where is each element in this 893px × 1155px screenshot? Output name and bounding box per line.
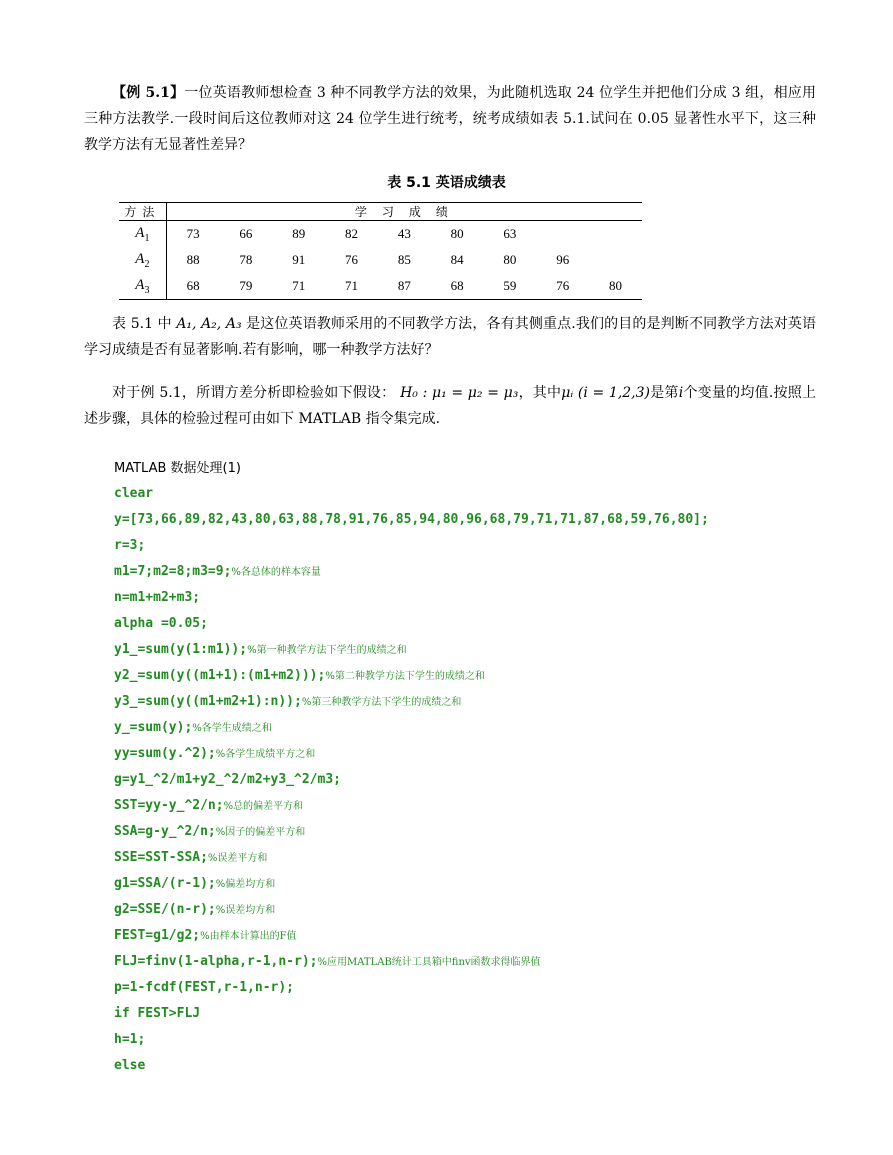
example-text: 一位英语教师想检查 3 种不同教学方法的效果，为此随机选取 24 位学生并把他们分成 3 组，相应用三种方法教学.一段时间后这位教师对这 24 位学生进行统考，统考成绩如表 5.1.试问在 0.05 显著性水平下，这三种教学方法有无显著性差异？: [84, 85, 817, 153]
code-line: [114, 975, 709, 1001]
code-text: if FEST>FLJ: [114, 1006, 201, 1021]
method-name: A: [135, 224, 145, 241]
score-cell: 73: [186, 226, 200, 241]
para3-prefix: 对于例 5.1，所谓方差分析即检验如下假设：: [112, 385, 396, 401]
hypothesis-math: H₀ : μ₁ = μ₂ = μ₃: [400, 385, 519, 401]
code-line: [114, 819, 709, 845]
code-comment: %偏差均方和: [215, 879, 276, 890]
score-cell: 43: [397, 226, 411, 241]
code-text: n=m1+m2+m3;: [114, 590, 201, 605]
score-cell: 66: [239, 226, 253, 241]
score-cell: 80: [450, 226, 464, 241]
code-text: else: [114, 1058, 146, 1073]
code-text: yy=sum(y.^2);: [114, 746, 216, 761]
code-text: p=1-fcdf(FEST,r-1,n-r);: [114, 980, 295, 995]
paragraph-methods: [84, 311, 816, 363]
code-title: MATLAB 数据处理(1): [114, 461, 241, 476]
score-cell: 68: [431, 273, 484, 300]
code-line: [114, 637, 709, 663]
score-cell: [536, 221, 589, 248]
code-comment: %误差均方和: [215, 905, 276, 916]
code-line: [114, 1001, 709, 1027]
method-subscript: 3: [144, 284, 150, 296]
code-line: [114, 481, 709, 507]
code-text: SSA=g-y_^2/n;: [114, 824, 216, 839]
code-line: [114, 715, 709, 741]
code-comment: %因子的偏差平方和: [215, 827, 306, 838]
code-line: [114, 507, 709, 533]
code-text: m1=7;m2=8;m3=9;: [114, 564, 232, 579]
para2-suffix: 是这位英语教师采用的不同教学方法，各有其侧重点.我们的目的是判断不同教学方法对英语学习成绩是否有显著影响.若有影响，哪一种教学方法好？: [84, 316, 817, 358]
score-cell: 80: [503, 252, 517, 267]
method-label: [119, 221, 166, 248]
code-line: [114, 741, 709, 767]
code-text: g1=SSA/(r-1);: [114, 876, 216, 891]
score-cell: 88: [186, 252, 200, 267]
code-text: h=1;: [114, 1032, 146, 1047]
code-comment: %由样本计算出的F值: [200, 931, 297, 942]
methods-math: A₁, A₂, A₃: [176, 316, 242, 332]
code-comment: %误差平方和: [207, 853, 268, 864]
score-cell: 59: [484, 273, 537, 300]
code-text: r=3;: [114, 538, 146, 553]
code-text: clear: [114, 486, 154, 501]
score-cell: 63: [503, 226, 517, 241]
score-cell: 84: [450, 252, 464, 267]
table-row: [119, 273, 642, 300]
score-cell: 68: [166, 273, 219, 300]
code-block: [114, 481, 709, 1079]
para3-suffix: 个变量的均值.按照上述步骤，具体的检验过程可由如下 MATLAB 指令集完成.: [84, 385, 816, 427]
score-cell: 78: [239, 252, 253, 267]
header-method: 方法: [119, 203, 166, 221]
code-line: [114, 793, 709, 819]
para3-mid: ，其中: [518, 385, 562, 401]
code-comment: %第三种教学方法下学生的成绩之和: [301, 697, 462, 708]
method-name: A: [135, 250, 145, 267]
code-line: [114, 949, 709, 975]
table-row: [119, 221, 642, 248]
code-comment: %各学生成绩之和: [192, 723, 272, 734]
mu-math: μᵢ (i = 1,2,3): [561, 385, 651, 401]
table-caption: 表 5.1 英语成绩表: [387, 175, 506, 191]
i-math: i: [678, 385, 684, 401]
example-paragraph: [84, 80, 816, 158]
code-line: [114, 767, 709, 793]
code-text: SST=yy-y_^2/n;: [114, 798, 224, 813]
code-line: [114, 663, 709, 689]
code-text: y2_=sum(y((m1+1):(m1+m2)));: [114, 668, 326, 683]
method-subscript: 2: [144, 258, 150, 270]
score-cell: 76: [536, 273, 589, 300]
score-cell: [589, 247, 642, 273]
score-cell: 85: [397, 252, 411, 267]
code-comment: %各学生成绩平方之和: [215, 749, 316, 760]
code-text: FLJ=finv(1-alpha,r-1,n-r);: [114, 954, 318, 969]
code-comment: %第一种教学方法下学生的成绩之和: [247, 645, 407, 656]
para2-prefix: 表 5.1 中: [112, 316, 172, 332]
paragraph-hypothesis: [84, 380, 816, 432]
code-line: [114, 1053, 709, 1079]
header-scores: 学 习 成 绩: [166, 203, 642, 221]
code-line: [114, 559, 709, 585]
code-comment: %应用MATLAB统计工具箱中finv函数求得临界值: [317, 957, 541, 968]
code-text: g2=SSE/(n-r);: [114, 902, 216, 917]
code-text: y_=sum(y);: [114, 720, 193, 735]
score-cell: 71: [272, 273, 325, 300]
method-label: [119, 247, 166, 273]
score-table: [119, 202, 642, 300]
score-cell: 87: [378, 273, 431, 300]
code-line: [114, 845, 709, 871]
score-cell: [589, 221, 642, 248]
score-cell: 82: [345, 226, 359, 241]
code-line: [114, 1027, 709, 1053]
score-cell: 71: [325, 273, 378, 300]
score-cell: 76: [345, 252, 359, 267]
code-text: FEST=g1/g2;: [114, 928, 201, 943]
score-cell: 91: [292, 252, 306, 267]
code-line: [114, 923, 709, 949]
method-label: [119, 273, 166, 300]
code-text: y=[73,66,89,82,43,80,63,88,78,91,76,85,94,80,96,68,79,71,71,87,68,59,76,80];: [114, 512, 709, 527]
code-comment: %总的偏差平方和: [223, 801, 304, 812]
score-cell: 89: [292, 226, 306, 241]
score-cell: 80: [589, 273, 642, 300]
code-text: y3_=sum(y((m1+m2+1):n));: [114, 694, 302, 709]
code-line: [114, 689, 709, 715]
code-text: SSE=SST-SSA;: [114, 850, 208, 865]
code-text: y1_=sum(y(1:m1));: [114, 642, 248, 657]
score-cell: 96: [556, 252, 570, 267]
method-name: A: [135, 276, 145, 293]
table-row: [119, 247, 642, 273]
code-comment: %第二种教学方法下学生的成绩之和: [325, 671, 485, 682]
para3-mid2: 是第: [650, 385, 679, 401]
score-cell: 79: [220, 273, 273, 300]
example-label: 【例 5.1】: [112, 85, 185, 101]
code-line: [114, 611, 709, 637]
code-line: [114, 897, 709, 923]
code-line: [114, 533, 709, 559]
code-line: [114, 585, 709, 611]
code-text: g=y1_^2/m1+y2_^2/m2+y3_^2/m3;: [114, 772, 341, 787]
code-text: alpha =0.05;: [114, 616, 208, 631]
method-subscript: 1: [144, 232, 150, 244]
code-comment: %各总体的样本容量: [231, 567, 321, 578]
code-line: [114, 871, 709, 897]
